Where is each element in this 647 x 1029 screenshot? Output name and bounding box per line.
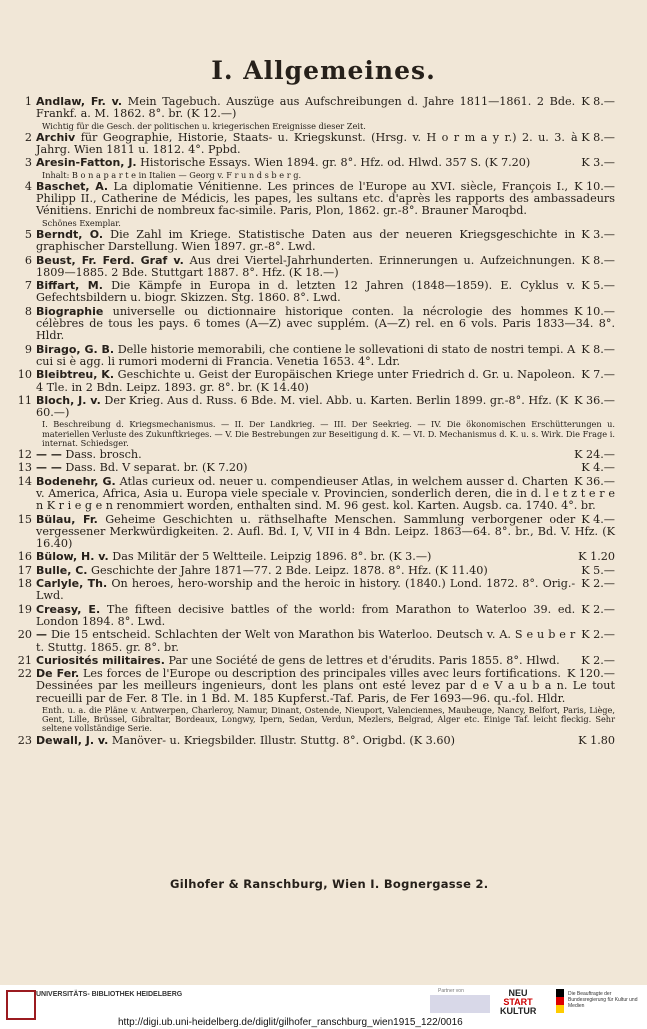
entry-author: Archiv — [36, 130, 76, 144]
federal-flag-icon — [556, 989, 564, 1013]
entry-description: Dass. brosch. — [65, 448, 142, 462]
entry-number: 16 — [17, 550, 32, 564]
entry-number: 4 — [24, 179, 32, 193]
entry-price: K 2.— — [581, 628, 615, 642]
entry-note: I. Beschreibung d. Kriegsmechanismus. — II. Der Landkrieg. — III. Der Seekrieg. — IV. Die ökonomischen Erschütterungen u. materiellen Verluste des Zukunftkrieges. — V. Die Bestrebungen zur Beseitigung d. K. — VI. D. Mechanismus d. K. u. s. Wirk. Die Frage i. internat. Schiedsger. — [42, 419, 615, 448]
entry-description: Geschichte u. Geist der Europäischen Kriege unter Friedrich d. Gr. u. Napoleon. 4 Tle. in 2 Bdn. Leipz. 1893. gr. 8°. br. (K 14.40) — [36, 368, 576, 394]
university-seal-icon — [6, 990, 36, 1020]
neustart-word-3: KULTUR — [500, 1006, 537, 1016]
catalog-entry — [17, 393, 615, 448]
entry-description: für Geographie, Historie, Staats- u. Kriegskunst. (Hrsg. v. H o r m a y r.) 2. u. 3. Jahrg. Wien 1811 u. 1812. 4°. Ppbd. — [36, 130, 565, 157]
federal-commissioner-text: Die Beauftragte der Bundesregierung für Kultur und Medien — [568, 991, 638, 1009]
catalog-entry — [17, 577, 615, 603]
catalog-entry — [20, 344, 615, 369]
catalog-entry — [20, 132, 615, 157]
entry-price: K 8.— — [581, 342, 615, 356]
entry-author: Bülow, H. v. — [36, 550, 109, 564]
catalog-entry — [17, 563, 615, 577]
entry-author: De Fer. — [36, 667, 80, 681]
catalog-entry — [20, 157, 615, 180]
partner-label: Partner von — [438, 988, 464, 994]
neustart-word-1: NEU — [508, 988, 528, 998]
entry-number: 22 — [17, 667, 32, 681]
entry-price: K 7.— — [581, 368, 615, 382]
catalog-entry — [17, 512, 615, 551]
catalog-entry — [17, 461, 615, 475]
entry-price: K 120.— — [566, 667, 615, 681]
entry-number: 15 — [17, 512, 32, 526]
entry-description: Die Kämpfe in Europa in d. letzten 12 Jahren (1848—1859). E. Cyklus v. Gefechtsbildern u. biogr. Skizzen. Stg. 1860. 8°. Lwd. — [36, 279, 576, 305]
entry-number: 1 — [24, 95, 32, 108]
entry-price: K 1.20 — [578, 550, 615, 564]
catalog-entry — [17, 602, 615, 629]
page-title: I. Allgemeines. — [211, 56, 436, 85]
catalog-entry — [17, 733, 615, 747]
catalog-entry — [17, 474, 615, 513]
entry-price: K 2.— — [581, 577, 615, 591]
entry-description: Die 15 entscheid. Schlachten der Welt von Marathon bis Waterloo. Deutsch v. A. S e u b e r t. Stuttg. 1865. gr. 8°. br. — [36, 628, 576, 654]
entry-author: Curiosités militaires. — [36, 653, 165, 667]
entry-description: Atlas curieux od. neuer u. compendieuser Atlas, in welchem ausser d. Charten v. America, Africa, Asia u. Europa viele speciale v. Provincien, sonderlich deren, die in d. l e t z t e r e n K r i e g e n renommiert worden, enthalten sind. M. 96 gest. kol. Karten. Augsb. ca. 1740. 4°. br. — [36, 474, 615, 513]
entry-description: Par une Société de gens de lettres et d'érudits. Paris 1855. 8°. Hlwd. — [168, 653, 560, 667]
entry-note: Inhalt: B o n a p a r t e in Italien — Georg v. F r u n d s b e r g. — [42, 169, 302, 180]
catalog-entry — [17, 448, 615, 462]
catalog-list — [17, 95, 615, 748]
entry-description: Aus drei Viertel-Jahrhunderten. Erinnerungen u. Aufzeichnungen. 1809—1885. 2 Bde. Stuttgart 1887. 8°. Hfz. (K 18.—) — [36, 253, 576, 279]
entry-number: 7 — [24, 279, 32, 293]
entry-number: 21 — [17, 653, 32, 667]
entry-description: universelle ou dictionnaire historique conten. la nécrologie des hommes célèbres de tous les pays. 6 tomes (A—Z) avec supplém. (A—Z) rel. en 6 vols. Paris 1833—34. 8°. Hldr. — [36, 304, 615, 343]
partner-logo-icon — [430, 995, 490, 1013]
entry-author: Berndt, O. — [36, 227, 104, 241]
entry-description: On heroes, hero-worship and the heroic in history. (1840.) Lond. 1872. 8°. Orig.-Lwd. — [36, 577, 576, 603]
entry-price: K 36.— — [574, 474, 615, 488]
entry-author: Bloch, J. v. — [36, 393, 101, 407]
entry-description: Historische Essays. Wien 1894. gr. 8°. Hfz. od. Hlwd. 357 S. (K 7.20) — [140, 156, 531, 170]
entry-description: Mein Tagebuch. Auszüge aus Aufschreibungen d. Jahre 1811—1861. 2 Bde. Frankf. a. M. 1862. 8°. br. (K 12.—) — [36, 95, 576, 121]
entry-number: 20 — [17, 628, 32, 642]
entry-price: K 8.— — [581, 95, 615, 108]
catalog-entry — [20, 306, 615, 343]
entry-author: Birago, G. B. — [36, 342, 115, 356]
entry-price: K 5.— — [581, 563, 615, 577]
entry-number: 10 — [17, 368, 32, 382]
catalog-entry — [17, 667, 615, 734]
entry-author: Beust, Fr. Ferd. Graf v. — [36, 253, 184, 267]
entry-number: 13 — [17, 461, 32, 475]
catalog-entry — [20, 229, 615, 254]
entry-note: Schönes Exemplar. — [42, 217, 121, 228]
entry-author: — — — [36, 461, 62, 475]
entry-author: Andlaw, Fr. v. — [36, 95, 123, 108]
entry-price: à K 8.— — [570, 130, 615, 144]
entry-description: Geschichte der Jahre 1871—77. 2 Bde. Leipz. 1878. 8°. Hfz. (K 11.40) — [91, 563, 488, 577]
entry-author: Biographie — [36, 304, 104, 318]
entry-note: Wichtig für die Gesch. der politischen u. kriegerischen Ereignisse dieser Zeit. — [42, 120, 366, 131]
neustart-kultur-logo — [500, 989, 536, 1016]
entry-number: 11 — [17, 393, 32, 407]
entry-price: K 10.— — [574, 179, 615, 193]
entry-number: 19 — [17, 602, 32, 616]
entry-number: 5 — [24, 227, 32, 241]
entry-price: K 4.— — [581, 512, 615, 526]
catalog-entry — [20, 255, 615, 280]
entry-number: 18 — [17, 577, 32, 591]
entry-price: K 2.— — [581, 653, 615, 667]
entry-number: 12 — [17, 448, 32, 462]
entry-author: Bleibtreu, K. — [36, 368, 115, 382]
entry-number: 23 — [17, 733, 32, 747]
entry-price: K 5.— — [581, 279, 615, 293]
entry-number: 9 — [24, 342, 32, 356]
neustart-word-2: START — [503, 997, 533, 1007]
entry-number: 8 — [24, 304, 32, 318]
entry-author: Bulle, C. — [36, 563, 88, 577]
entry-price: K 1.80 — [578, 733, 615, 747]
entry-author: Biffart, M. — [36, 279, 103, 293]
entry-description: La diplomatie Vénitienne. Les princes de l'Europe au XVI. siècle, François I., Philipp II., Catherine de Médicis, les papes, les sultans etc. d'après les rapports des ambassadeurs Vénitiens. Enrichi de nombreux fac-simile. Paris, Plon, 1862. gr.-8°. Brauner Maroqbd. — [36, 179, 615, 218]
entry-note: Enth. u. a. die Pläne v. Antwerpen, Charleroy, Namur, Dinant, Ostende, Nieuport, Valenciennes, Maubeuge, Nancy, Belfort, Paris, Liège, Gent, Lille, Brüssel, Gibraltar, Bordeaux, Longwy, Ipern, Sedan, Verdun, Mezlers, Belgrad, Alger etc. Einige Taf. leicht fleckig. Sehr seltene vollständige Serie. — [42, 704, 615, 734]
entry-author: Bülau, Fr. — [36, 512, 98, 526]
entry-author: — — — [36, 448, 62, 462]
entry-description: Geheime Geschichten u. räthselhafte Menschen. Sammlung verborgener oder vergessener Merkwürdigkeiten. 2. Aufl. Bd. I, V, VII in 4 Bdn. Leipz. 1863—64. 8°. br., Bd. V. Hfz. (K 16.40) — [36, 512, 615, 551]
entry-description: Das Militär der 5 Weltteile. Leipzig 1896. 8°. br. (K 3.—) — [112, 550, 432, 564]
university-logo-text: UNIVERSITÄTS- BIBLIOTHEK HEIDELBERG — [36, 991, 183, 998]
catalog-entry — [17, 368, 615, 394]
entry-description: The fifteen decisive battles of the world: from Marathon to Waterloo 39. ed. London 1894. 8°. Lwd. — [36, 602, 576, 628]
entry-price: K 10.— — [574, 304, 615, 318]
source-url-link[interactable]: http://digi.ub.uni-heidelberg.de/diglit/gilhofer_ranschburg_wien1915_122/0016 — [118, 1017, 463, 1028]
entry-description: Der Krieg. Aus d. Russ. 6 Bde. M. viel. Abb. u. Karten. Berlin 1899. gr.-8°. Hfz. (K 60.—) — [36, 393, 569, 420]
publisher-footer: Gilhofer & Ranschburg, Wien I. Bognergasse 2. — [170, 877, 489, 891]
catalog-entry — [17, 653, 615, 667]
entry-description: Dass. Bd. V separat. br. (K 7.20) — [65, 461, 248, 475]
entry-price: K 24.— — [574, 448, 615, 462]
catalog-entry — [20, 280, 615, 305]
entry-description: Die Zahl im Kriege. Statistische Daten aus der neueren Kriegsgeschichte in graphischer Darstellung. Wien 1897. gr.-8°. Lwd. — [36, 227, 576, 254]
entry-price: K 8.— — [581, 253, 615, 267]
catalog-entry — [17, 550, 615, 564]
catalog-entry — [20, 96, 615, 131]
entry-description: Les forces de l'Europe ou description des principales villes avec leurs fortifications. Dessinées par les meilleurs ingenieurs, dont les plans ont esté levez par d e V a u b a n. Le tout recueilli par de Fer. 8 Tle. in 1 Bd. M. 185 Kupferst.-Taf. Paris, de Fer 1693—96. qu.-fol. Hldr. — [36, 667, 615, 705]
entry-price: K 4.— — [581, 461, 615, 475]
entry-price: K 36.— — [574, 393, 615, 407]
entry-author: Baschet, A. — [36, 179, 109, 193]
entry-price: K 3.— — [581, 156, 615, 170]
catalog-entry — [17, 628, 615, 654]
entry-author: Creasy, E. — [36, 602, 101, 616]
catalog-entry — [20, 181, 615, 228]
entry-number: 6 — [24, 253, 32, 267]
entry-author: Carlyle, Th. — [36, 577, 108, 591]
entry-author: — — [36, 628, 47, 642]
entry-author: Bodenehr, G. — [36, 474, 116, 488]
entry-author: Dewall, J. v. — [36, 733, 109, 747]
entry-number: 17 — [17, 563, 32, 577]
entry-number: 14 — [17, 474, 32, 488]
entry-number: 3 — [24, 156, 32, 170]
entry-author: Aresin-Fatton, J. — [36, 156, 137, 170]
entry-description: Manöver- u. Kriegsbilder. Illustr. Stuttg. 8°. Origbd. (K 3.60) — [111, 733, 455, 747]
entry-description: Delle historie memorabili, che contiene le sollevationi di stato de nostri tempi. A cui si è agg. li rumori moderni di Francia. Venetia 1653. 4°. Ldr. — [36, 342, 576, 368]
entry-price: K 3.— — [581, 227, 615, 241]
entry-number: 2 — [24, 130, 32, 144]
entry-price: K 2.— — [581, 602, 615, 616]
